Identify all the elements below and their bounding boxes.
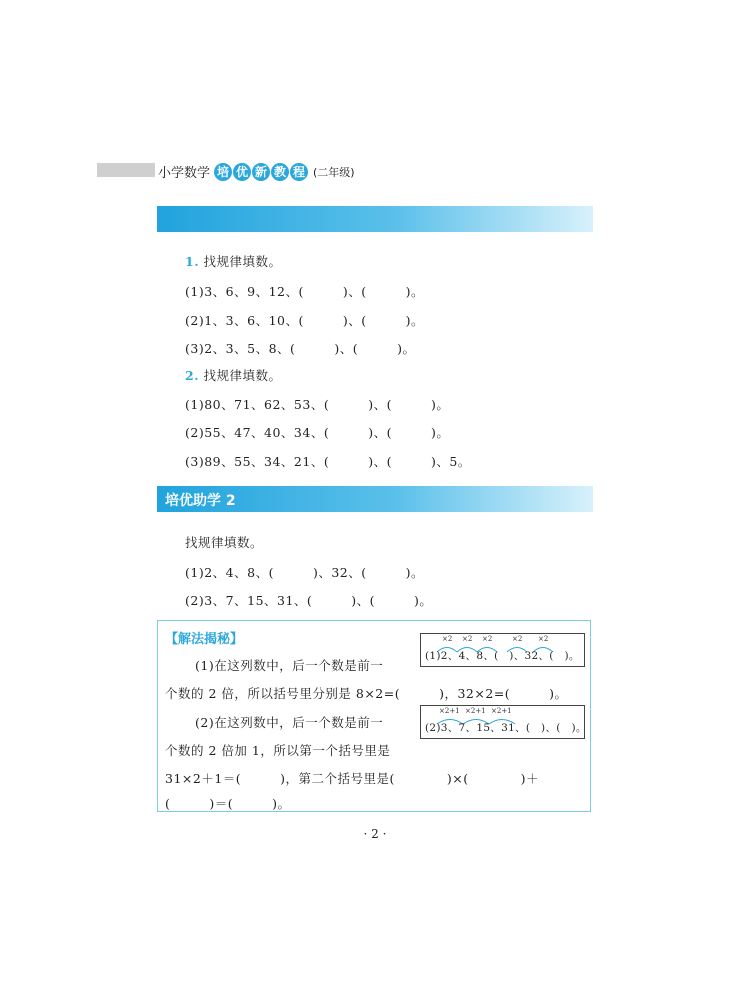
solution-text: 31×2＋1＝( )，第二个括号里是( )×( )＋: [165, 771, 540, 786]
operation-label: ×2: [512, 635, 523, 643]
running-header: [158, 162, 355, 181]
header-grade: (二年级): [313, 165, 355, 179]
question-2-item: (1)80、71、62、53、( )、( )。: [185, 397, 450, 412]
solution-text: (2)在这列数中，后一个数是前一: [195, 715, 384, 730]
header-subject: 小学数学: [158, 166, 211, 181]
book-char: 教: [271, 163, 289, 181]
example-item: (2)3、7、15、31、( )、( )。: [185, 593, 433, 608]
question-number: 2.: [185, 368, 200, 383]
operation-label: ×2+1: [491, 707, 512, 715]
question-text: 找规律填数。: [203, 254, 282, 269]
question-number: 1.: [185, 254, 200, 269]
section-banner: [157, 206, 593, 232]
operation-label: ×2: [462, 635, 473, 643]
section-banner-peiyou: [157, 486, 593, 512]
question-text: 找规律填数。: [203, 368, 282, 383]
sequence-diagram-1: [420, 633, 585, 667]
book-char: 新: [252, 163, 270, 181]
sequence-text: (1)2、4、8、( )、32、( )。: [425, 650, 580, 662]
sequence-diagram-2: [420, 705, 585, 739]
sequence-text: (2)3、7、15、31、( )、( )。: [425, 722, 587, 734]
page-number: · 2 ·: [363, 827, 387, 841]
header-book-title: [214, 163, 309, 181]
solution-title: 【解法揭秘】: [165, 632, 244, 647]
book-char: 程: [290, 163, 308, 181]
question-2-item: (3)89、55、34、21、( )、( )、5。: [185, 454, 471, 469]
solution-text: 个数的 2 倍加 1，所以第一个括号里是: [165, 743, 391, 758]
question-1-item: (1)3、6、9、12、( )、( )。: [185, 284, 424, 299]
example-title: 找规律填数。: [185, 535, 264, 550]
question-1-title: [185, 252, 282, 270]
book-char: 培: [214, 163, 232, 181]
example-item: (1)2、4、8、( )、32、( )。: [185, 565, 424, 580]
operation-label: ×2+1: [465, 707, 486, 715]
question-2-item: (2)55、47、40、34、( )、( )。: [185, 425, 450, 440]
operation-label: ×2+1: [439, 707, 460, 715]
solution-text: (1)在这列数中，后一个数是前一: [195, 658, 384, 673]
question-1-item: (2)1、3、6、10、( )、( )。: [185, 313, 424, 328]
operation-label: ×2: [538, 635, 549, 643]
banner-label: 培优助学 2: [165, 493, 236, 509]
solution-text: 个数的 2 倍，所以括号里分别是 8×2=( )，32×2=( )。: [165, 686, 568, 701]
question-1-item: (3)2、3、5、8、( )、( )。: [185, 341, 416, 356]
operation-label: ×2: [442, 635, 453, 643]
operation-label: ×2: [482, 635, 493, 643]
question-2-title: [185, 366, 282, 384]
header-grey-bar: [97, 163, 155, 177]
book-char: 优: [233, 163, 251, 181]
solution-text: ( )＝( )。: [165, 796, 291, 811]
